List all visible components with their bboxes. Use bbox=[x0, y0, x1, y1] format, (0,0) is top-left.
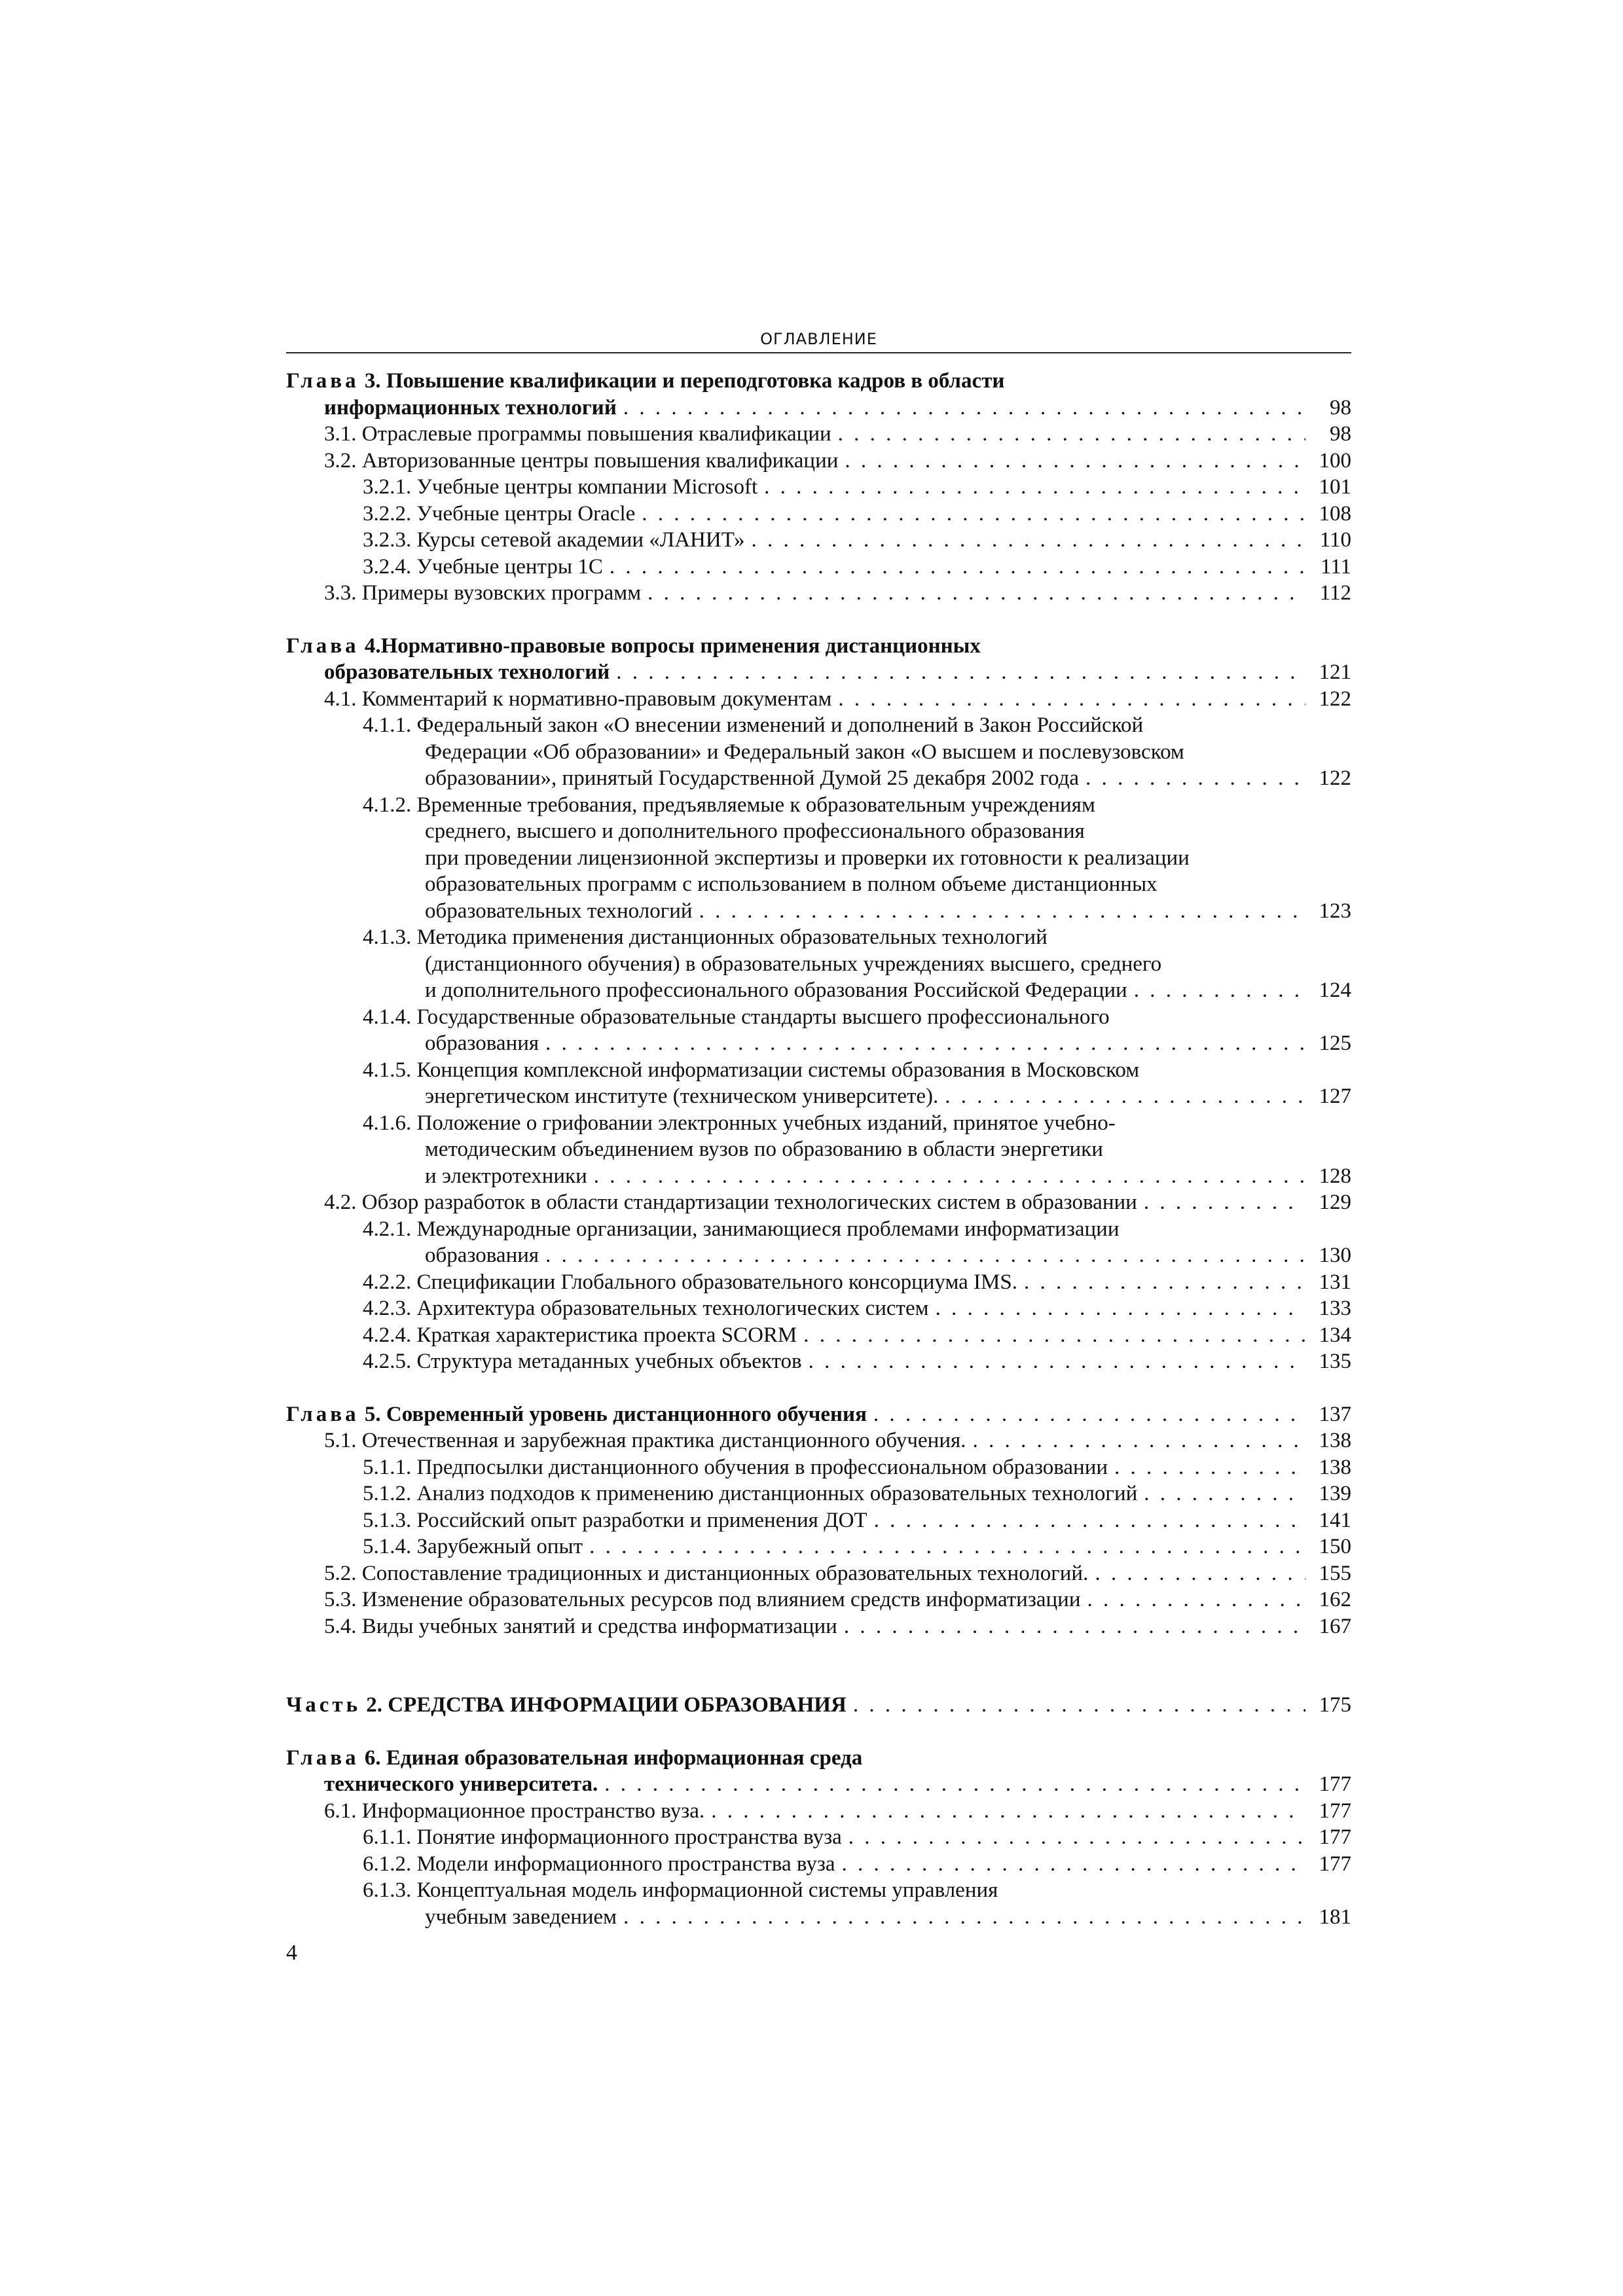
dot-leader bbox=[803, 1322, 1305, 1349]
chapter-entry[interactable] bbox=[286, 1401, 1351, 1428]
dot-leader bbox=[936, 1295, 1305, 1322]
toc-entry-title: при проведении лицензионной экспертизы и проверки их готовности к реализации bbox=[425, 846, 1190, 870]
toc-entry-title: 5.1.2. Анализ подходов к применению дистанционных образовательных технологий bbox=[363, 1482, 1138, 1505]
toc-page-number: 162 bbox=[1319, 1588, 1351, 1611]
toc-page-number: 130 bbox=[1319, 1244, 1351, 1267]
toc-entry-level-3[interactable] bbox=[286, 1295, 1351, 1322]
toc-entry-title: 5. Современный уровень дистанционного обучения bbox=[364, 1402, 867, 1426]
dot-leader bbox=[610, 554, 1305, 581]
toc-page-number: 155 bbox=[1319, 1561, 1351, 1585]
toc-page-number: 175 bbox=[1319, 1693, 1351, 1717]
toc-entry-level-3[interactable] bbox=[286, 712, 1351, 792]
toc-page-number: 138 bbox=[1319, 1429, 1351, 1452]
toc-page-number: 150 bbox=[1319, 1535, 1351, 1558]
toc-entry-title: 3.2. Авторизованные центры повышения квалификации bbox=[324, 448, 839, 473]
toc-entry-level-3[interactable] bbox=[286, 501, 1351, 528]
toc-entry-title: образования bbox=[425, 1244, 539, 1267]
toc-entry-level-3[interactable] bbox=[286, 1322, 1351, 1349]
dot-leader bbox=[1144, 1189, 1305, 1216]
toc-entry-title: 4.1.3. Методика применения дистанционных образовательных технологий bbox=[363, 925, 1048, 949]
dot-leader bbox=[845, 448, 1305, 475]
toc-entry-title: 4.2.5. Структура метаданных учебных объектов bbox=[363, 1350, 802, 1373]
chapter-entry[interactable] bbox=[286, 1745, 1351, 1798]
toc-entry-title: 4.2.4. Краткая характеристика проекта SCORM bbox=[363, 1323, 797, 1347]
part-entry[interactable] bbox=[286, 1692, 1351, 1719]
toc-page-number: 133 bbox=[1319, 1297, 1351, 1320]
toc-entry-level-2[interactable] bbox=[286, 1798, 1351, 1825]
chapter-label: Глава bbox=[286, 1746, 359, 1770]
toc-page-number: 128 bbox=[1319, 1164, 1351, 1188]
toc-page-number: 135 bbox=[1319, 1350, 1351, 1373]
dot-leader bbox=[838, 421, 1305, 448]
chapter-entry[interactable] bbox=[286, 368, 1351, 421]
toc-entry-title: 6.1.3. Концептуальная модель информационной системы управления bbox=[363, 1878, 998, 1902]
dot-leader bbox=[752, 527, 1305, 554]
toc-entry-level-3[interactable] bbox=[286, 474, 1351, 501]
toc-page-number: 141 bbox=[1319, 1508, 1351, 1532]
chapter-label: Глава bbox=[286, 369, 359, 393]
toc-entry-level-3[interactable] bbox=[286, 1216, 1351, 1269]
toc-page-number: 177 bbox=[1319, 1799, 1351, 1823]
dot-leader bbox=[873, 1401, 1305, 1428]
dot-leader bbox=[972, 1427, 1305, 1454]
toc-entry-level-3[interactable] bbox=[286, 1851, 1351, 1878]
toc-page-number: 98 bbox=[1330, 422, 1351, 446]
dot-leader bbox=[1087, 1587, 1306, 1613]
dot-leader bbox=[1085, 765, 1305, 792]
toc-entry-title: энергетическом институте (техническом университете). bbox=[425, 1085, 939, 1108]
toc-entry-title: методическим объединением вузов по образованию в области энергетики bbox=[425, 1138, 1103, 1161]
toc-entry-title: 5.1.3. Российский опыт разработки и применения ДОТ bbox=[363, 1508, 867, 1532]
toc-entry-level-3[interactable] bbox=[286, 554, 1351, 581]
toc-page-number: 138 bbox=[1319, 1455, 1351, 1479]
toc-page-number: 125 bbox=[1319, 1031, 1351, 1055]
dot-leader bbox=[874, 1507, 1305, 1534]
dot-leader bbox=[545, 1030, 1305, 1057]
dot-leader bbox=[842, 1851, 1305, 1878]
dot-leader bbox=[616, 659, 1305, 686]
toc-entry-title: Федерации «Об образовании» и Федеральный закон «О высшем и послевузовском bbox=[425, 740, 1184, 764]
toc-entry-level-3[interactable] bbox=[286, 1004, 1351, 1057]
toc-entry-level-3[interactable] bbox=[286, 792, 1351, 925]
toc-entry-level-3[interactable] bbox=[286, 924, 1351, 1004]
toc-entry-title: 5.1.4. Зарубежный опыт bbox=[363, 1535, 583, 1558]
toc-entry-title: 3.2.2. Учебные центры Oracle bbox=[363, 501, 636, 526]
toc-entry-level-2[interactable] bbox=[286, 1587, 1351, 1613]
dot-leader bbox=[844, 1613, 1305, 1640]
toc-entry-level-3[interactable] bbox=[286, 1480, 1351, 1507]
toc-page-number: 98 bbox=[1330, 395, 1351, 420]
chapter-entry[interactable] bbox=[286, 633, 1351, 686]
chapter-label: Глава bbox=[286, 634, 359, 658]
toc-entry-title: 3.1. Отраслевые программы повышения квалификации bbox=[324, 422, 831, 446]
toc-page-number: 177 bbox=[1319, 1852, 1351, 1876]
toc-entry-level-3[interactable] bbox=[286, 527, 1351, 554]
table-of-contents bbox=[286, 368, 1351, 1930]
toc-entry-title: образования bbox=[425, 1031, 539, 1055]
dot-leader bbox=[589, 1534, 1305, 1560]
toc-page-number: 111 bbox=[1320, 554, 1351, 579]
toc-entry-title: и дополнительного профессионального образования Российской Федерации bbox=[425, 978, 1127, 1002]
toc-page-number: 123 bbox=[1319, 899, 1351, 923]
dot-leader bbox=[545, 1242, 1305, 1269]
toc-entry-title: и электротехники bbox=[425, 1164, 587, 1188]
toc-page-number: 177 bbox=[1319, 1772, 1351, 1796]
toc-entry-level-3[interactable] bbox=[286, 1454, 1351, 1481]
toc-entry-title: (дистанционного обучения) в образовательных учреждениях высшего, среднего bbox=[425, 952, 1162, 976]
toc-entry-title: 5.3. Изменение образовательных ресурсов под влиянием средств информатизации bbox=[324, 1588, 1081, 1611]
toc-entry-level-3[interactable] bbox=[286, 1877, 1351, 1930]
toc-entry-title: 4.2.3. Архитектура образовательных технологических систем bbox=[363, 1297, 929, 1320]
toc-entry-title: 4.1.2. Временные требования, предъявляемые к образовательным учреждениям bbox=[363, 793, 1095, 817]
toc-entry-title: 4.1.5. Концепция комплексной информатизации системы образования в Московском bbox=[363, 1058, 1140, 1082]
toc-page-number: 131 bbox=[1319, 1270, 1351, 1294]
toc-entry-title: образовательных программ с использованием в полном объеме дистанционных bbox=[425, 872, 1158, 896]
toc-entry-title: образовательных технологий bbox=[425, 899, 693, 923]
toc-page-number: 124 bbox=[1319, 978, 1351, 1002]
dot-leader bbox=[699, 898, 1305, 925]
dot-leader bbox=[1134, 977, 1305, 1004]
dot-leader bbox=[764, 474, 1305, 501]
toc-entry-level-3[interactable] bbox=[286, 1824, 1351, 1851]
toc-entry-title: 6.1.2. Модели информационного пространства вуза bbox=[363, 1852, 835, 1876]
toc-page-number: 122 bbox=[1319, 766, 1351, 790]
toc-entry-level-3[interactable] bbox=[286, 1269, 1351, 1296]
toc-entry-title: 3.2.3. Курсы сетевой академии «ЛАНИТ» bbox=[363, 528, 745, 552]
dot-leader bbox=[1095, 1560, 1305, 1587]
toc-entry-title: учебным заведением bbox=[425, 1905, 617, 1929]
toc-entry-level-2[interactable] bbox=[286, 580, 1351, 607]
part-label: Часть bbox=[286, 1693, 361, 1717]
toc-page-number: 177 bbox=[1319, 1825, 1351, 1849]
toc-entry-title: 4.2.2. Спецификации Глобального образовательного консорциума IMS. bbox=[363, 1270, 1017, 1294]
toc-page-number: 108 bbox=[1319, 501, 1351, 526]
toc-entry-level-2[interactable] bbox=[286, 421, 1351, 448]
toc-entry-level-2[interactable] bbox=[286, 1613, 1351, 1640]
toc-page-number: 100 bbox=[1319, 448, 1351, 473]
toc-entry-title: 5.2. Сопоставление традиционных и дистанционных образовательных технологий. bbox=[324, 1561, 1089, 1585]
toc-entry-level-3[interactable] bbox=[286, 1110, 1351, 1190]
toc-entry-title: 6. Единая образовательная информационная среда bbox=[364, 1746, 863, 1770]
toc-entry-title: 4.2.1. Международные организации, занимающиеся проблемами информатизации bbox=[363, 1217, 1120, 1241]
dot-leader bbox=[711, 1798, 1305, 1825]
toc-entry-level-3[interactable] bbox=[286, 1348, 1351, 1375]
toc-entry-title: 4.1. Комментарий к нормативно-правовым документам bbox=[324, 687, 832, 711]
toc-entry-title: 6.1.1. Понятие информационного пространства вуза bbox=[363, 1825, 842, 1849]
toc-entry-title: 4.1.4. Государственные образовательные стандарты высшего профессионального bbox=[363, 1005, 1110, 1029]
dot-leader bbox=[853, 1692, 1305, 1719]
toc-entry-level-2[interactable] bbox=[286, 1427, 1351, 1454]
toc-entry-title: 4.1.1. Федеральный закон «О внесении изменений и дополнений в Закон Российской bbox=[363, 713, 1144, 737]
dot-leader bbox=[1024, 1269, 1305, 1296]
toc-entry-title: 2. СРЕДСТВА ИНФОРМАЦИИ ОБРАЗОВАНИЯ bbox=[366, 1693, 847, 1717]
toc-entry-title: 3. Повышение квалификации и переподготовка кадров в области bbox=[364, 369, 1005, 393]
toc-entry-level-2[interactable] bbox=[286, 686, 1351, 713]
toc-entry-title: 4.1.6. Положение о грифовании электронных учебных изданий, принятое учебно- bbox=[363, 1111, 1116, 1135]
toc-entry-title: 3.2.1. Учебные центры компании Microsoft bbox=[363, 475, 758, 499]
toc-entry-level-2[interactable] bbox=[286, 1560, 1351, 1587]
toc-page-number: 110 bbox=[1319, 528, 1351, 552]
header-rule bbox=[286, 352, 1351, 353]
toc-page-number: 129 bbox=[1319, 1191, 1351, 1214]
toc-page-number: 121 bbox=[1319, 660, 1351, 684]
toc-entry-level-2[interactable] bbox=[286, 448, 1351, 475]
dot-leader bbox=[594, 1163, 1305, 1190]
dot-leader bbox=[1114, 1454, 1305, 1481]
dot-leader bbox=[642, 501, 1305, 528]
dot-leader bbox=[838, 686, 1305, 713]
toc-page-number: 167 bbox=[1319, 1614, 1351, 1638]
page-number: 4 bbox=[286, 1941, 297, 1965]
toc-entry-title: 3.2.4. Учебные центры 1С bbox=[363, 554, 603, 579]
toc-entry-title: 4.Нормативно-правовые вопросы применения дистанционных bbox=[364, 634, 981, 658]
toc-entry-title: среднего, высшего и дополнительного профессионального образования bbox=[425, 819, 1085, 843]
dot-leader bbox=[1144, 1480, 1305, 1507]
toc-page-number: 122 bbox=[1319, 687, 1351, 711]
chapter-label: Глава bbox=[286, 1402, 359, 1426]
toc-entry-level-2[interactable] bbox=[286, 1189, 1351, 1216]
running-head: ОГЛАВЛЕНИЕ bbox=[760, 330, 877, 348]
toc-entry-title: 5.1.1. Предпосылки дистанционного обучения в профессиональном образовании bbox=[363, 1455, 1108, 1479]
dot-leader bbox=[848, 1824, 1305, 1851]
dot-leader bbox=[945, 1083, 1305, 1110]
dot-leader bbox=[623, 1904, 1305, 1931]
toc-page-number: 127 bbox=[1319, 1085, 1351, 1108]
toc-page bbox=[286, 326, 1351, 1930]
toc-page-number: 137 bbox=[1319, 1402, 1351, 1426]
dot-leader bbox=[809, 1348, 1305, 1375]
toc-entry-level-3[interactable] bbox=[286, 1507, 1351, 1534]
toc-entry-title: информационных технологий bbox=[324, 395, 617, 420]
toc-page-number: 134 bbox=[1319, 1323, 1351, 1347]
toc-entry-title: 3.3. Примеры вузовских программ bbox=[324, 581, 642, 605]
toc-entry-title: образовании», принятый Государственной Думой 25 декабря 2002 года bbox=[425, 766, 1080, 790]
toc-entry-title: технического университета. bbox=[324, 1772, 598, 1796]
toc-entry-level-3[interactable] bbox=[286, 1057, 1351, 1110]
dot-leader bbox=[623, 395, 1305, 422]
toc-entry-title: 4.2. Обзор разработок в области стандартизации технологических систем в образовании bbox=[324, 1191, 1137, 1214]
dot-leader bbox=[647, 580, 1305, 607]
toc-page-number: 112 bbox=[1319, 581, 1351, 605]
toc-entry-title: 5.4. Виды учебных занятий и средства информатизации bbox=[324, 1614, 837, 1638]
toc-page-number: 139 bbox=[1319, 1482, 1351, 1505]
toc-page-number: 101 bbox=[1319, 475, 1351, 499]
toc-entry-title: 6.1. Информационное пространство вуза. bbox=[324, 1799, 705, 1823]
toc-page-number: 181 bbox=[1319, 1905, 1351, 1929]
toc-entry-title: образовательных технологий bbox=[324, 660, 610, 684]
dot-leader bbox=[604, 1771, 1305, 1798]
toc-entry-level-3[interactable] bbox=[286, 1534, 1351, 1560]
toc-entry-title: 5.1. Отечественная и зарубежная практика дистанционного обучения. bbox=[324, 1429, 966, 1452]
